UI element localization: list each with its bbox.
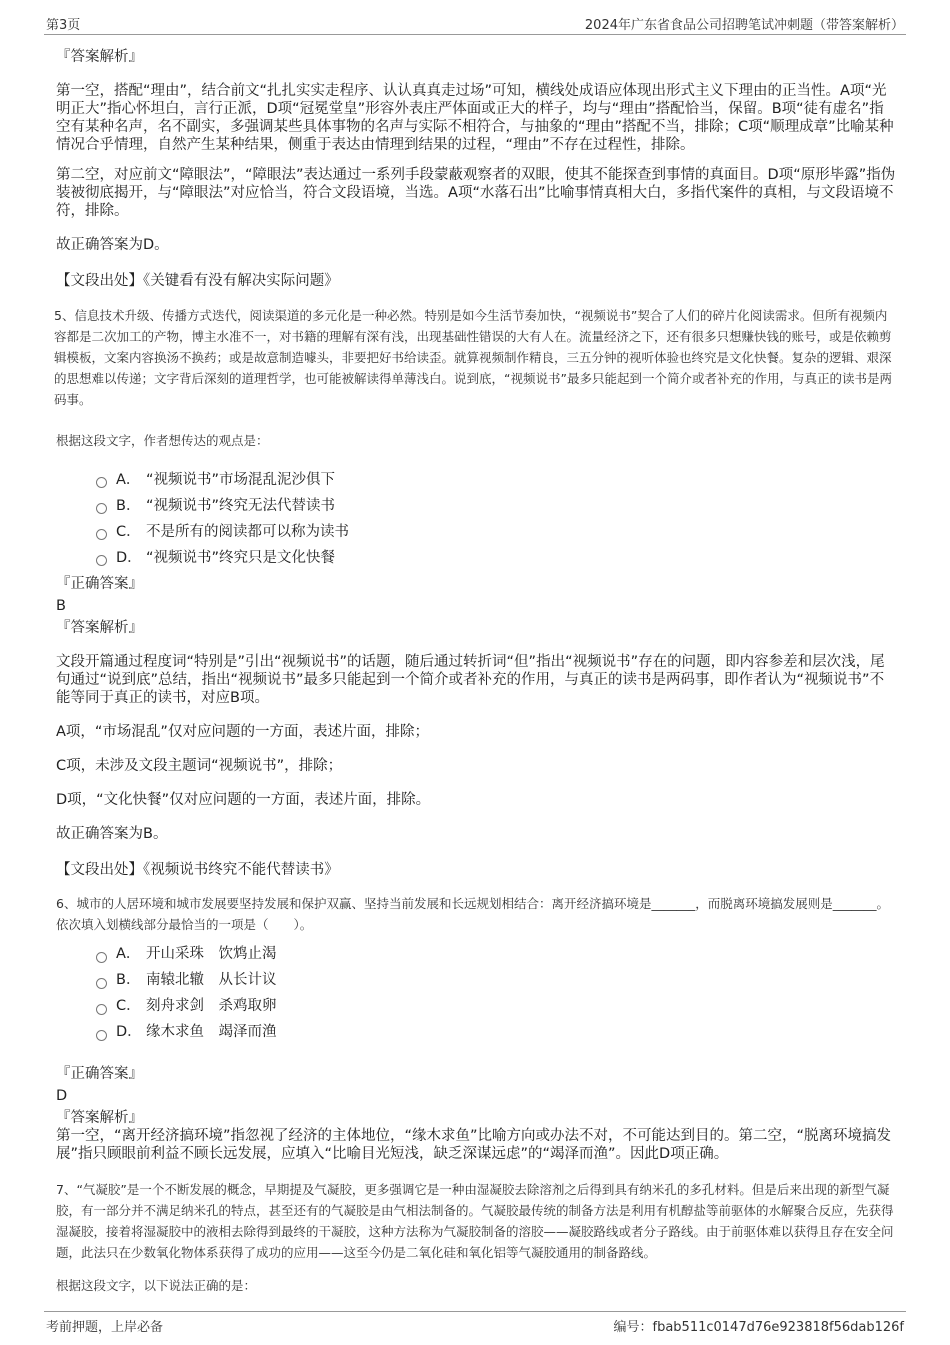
q6-answer: D — [56, 1088, 68, 1104]
q5-analysis-label: 『答案解析』 — [56, 619, 143, 636]
q5-answer: B — [56, 597, 66, 614]
q5-option-d[interactable]: D． “视频说书”终究只是文化快餐 — [96, 545, 896, 571]
radio-icon[interactable] — [96, 529, 107, 540]
q6-answer-label: 『正确答案』 — [56, 1066, 143, 1082]
q5-source: 【文段出处】《视频说书终究不能代替读书》 — [56, 861, 339, 878]
radio-icon[interactable] — [96, 503, 107, 514]
q5-options — [96, 467, 896, 571]
q4-analysis-label: 『答案解析』 — [56, 49, 143, 65]
radio-icon[interactable] — [96, 952, 107, 963]
radio-icon[interactable] — [96, 978, 107, 989]
page-content — [56, 44, 896, 1296]
q5-conclusion: 故正确答案为B。 — [56, 825, 168, 842]
radio-icon[interactable] — [96, 555, 107, 566]
page-number: 第3页 — [46, 18, 81, 33]
q5-analysis-1: 文段开篇通过程度词“特别是”引出“视频说书”的话题，随后通过转折词“但”指出“视频说书”存在的问题，即内容参差和层次浅，尾句通过“说到底”总结，指出“视频说书”最多只能起到一个简介或者补充的作用，与真正的读书是两码事，即作者认为“视频说书”不能等同于真正的读书，对应B项。 — [56, 653, 885, 706]
q6-option-a[interactable]: A． 开山采珠 饮鸩止渴 — [96, 941, 896, 967]
footer-slogan: 考前押题，上岸必备 — [46, 1320, 164, 1335]
document-title: 2024年广东省食品公司招聘笔试冲刺题（带答案解析） — [584, 18, 904, 33]
page-footer — [44, 1311, 906, 1334]
q4-analysis-para1: 第一空，搭配“理由”，结合前文“扎扎实实走程序、认认真真走过场”可知，横线处成语应体现出形式主义下理由的正当性。A项“光明正大”指心怀坦白，言行正派，D项“冠冕堂皇”形容外表庄严体面或正大的样子，均与“理由”搭配恰当，保留。B项“徒有虚名”指空有某种名声，名不副实，多强调某些具体事物的名声与实际不相符合，与抽象的“理由”搭配不当，排除；C项“顺理成章”比喻某种情况合乎情理，自然产生某种结果，侧重于表达由情理到结果的过程，“理由”不存在过程性，排除。 — [56, 83, 894, 153]
q5-analysis-3: C项，未涉及文段主题词“视频说书”，排除； — [56, 757, 343, 774]
q6-analysis-label: 『答案解析』 — [56, 1110, 143, 1126]
q6-stem: 6、城市的人居环境和城市发展要坚持发展和保护双赢、坚持当前发展和长远规划相结合：离开经济搞环境是_______，而脱离环境搞发展则是_______。 — [56, 896, 889, 911]
radio-icon[interactable] — [96, 477, 107, 488]
page-header — [44, 10, 906, 35]
q7-prompt: 根据这段文字，以下说法正确的是： — [56, 1278, 257, 1293]
q6-analysis: 第一空，“离开经济搞环境”指忽视了经济的主体地位，“缘木求鱼”比喻方向或办法不对，不可能达到目的。第二空，“脱离环境搞发展”指只顾眼前利益不顾长远发展，应填入“比喻目光短浅，缺乏深谋远虑”的“竭泽而渔”。因此D项正确。 — [56, 1128, 892, 1162]
q4-source: 【文段出处】《关键看有没有解决实际问题》 — [56, 273, 339, 289]
q5-option-b[interactable]: B． “视频说书”终究无法代替读书 — [96, 493, 896, 519]
q6-option-c[interactable]: C． 刻舟求剑 杀鸡取卵 — [96, 993, 896, 1019]
document-id: 编号：fbab511c0147d76e923818f56dab126f — [613, 1320, 904, 1335]
q5-option-c[interactable]: C． 不是所有的阅读都可以称为读书 — [96, 519, 896, 545]
q4-analysis-para2: 第二空，对应前文“障眼法”，“障眼法”表达通过一系列手段蒙蔽观察者的双眼，使其不能探查到事情的真面目。D项“原形毕露”指伪装被彻底揭开，与“障眼法”对应恰当，符合文段语境，当选。A项“水落石出”比喻事情真相大白，多指代案件的真相，与文段语境不符，排除。 — [56, 167, 896, 219]
q5-prompt: 根据这段文字，作者想传达的观点是： — [56, 432, 269, 448]
q5-analysis-2: A项，“市场混乱”仅对应问题的一方面，表述片面，排除； — [56, 723, 429, 740]
q7-stem: 7、“气凝胶”是一个不断发展的概念，早期提及气凝胶，更多强调它是一种由湿凝胶去除溶剂之后得到具有纳米孔的多孔材料。但是后来出现的新型气凝胶，有一部分并不满足纳米孔的特点，甚至还有的气凝胶是由气相法制备的。气凝胶最传统的制备方法是利用有机醇盐等前驱体的水解聚合反应，先获得湿凝胶，接着将湿凝胶中的液相去除得到最终的干凝胶，这种方法称为气凝胶制备的溶胶——凝胶路线或者分子路线。由于前驱体难以获得且存在安全问题，此法只在少数氧化物体系获得了成功的应用——这至今仍是二氧化硅和氧化铝等气凝胶通用的制备路线。 — [56, 1182, 894, 1260]
radio-icon[interactable] — [96, 1030, 107, 1041]
q6-options — [96, 941, 896, 1045]
radio-icon[interactable] — [96, 1004, 107, 1015]
q5-stem: 5、信息技术升级、传播方式迭代，阅读渠道的多元化是一种必然。特别是如今生活节奏加快，“视频说书”契合了人们的碎片化阅读需求。但所有视频内容都是二次加工的产物，博主水准不一，对书籍的理解有深有浅，出现基础性错误的大有人在。流量经济之下，还有很多只想赚快钱的账号，或是依赖剪辑模板，文案内容换汤不换药；或是故意制造噱头，非要把好书给读歪。就算视频制作精良，三五分钟的视听体验也终究是文化快餐。复杂的逻辑、艰深的思想难以传递；文字背后深刻的道理哲学，也可能被解读得单薄浅白。说到底，“视频说书”最多只能起到一个简介或者补充的作用，与真正的读书是两码事。 — [54, 307, 892, 407]
q4-conclusion: 故正确答案为D。 — [56, 237, 169, 253]
q5-analysis-4: D项，“文化快餐”仅对应问题的一方面，表述片面，排除。 — [56, 791, 431, 808]
q6-option-b[interactable]: B． 南辕北辙 从长计议 — [96, 967, 896, 993]
q5-answer-label: 『正确答案』 — [56, 575, 143, 592]
q6-prompt: 依次填入划横线部分最恰当的一项是（ ）。 — [56, 917, 313, 932]
q6-option-d[interactable]: D． 缘木求鱼 竭泽而渔 — [96, 1019, 896, 1045]
q5-option-a[interactable]: A． “视频说书”市场混乱泥沙俱下 — [96, 467, 896, 493]
